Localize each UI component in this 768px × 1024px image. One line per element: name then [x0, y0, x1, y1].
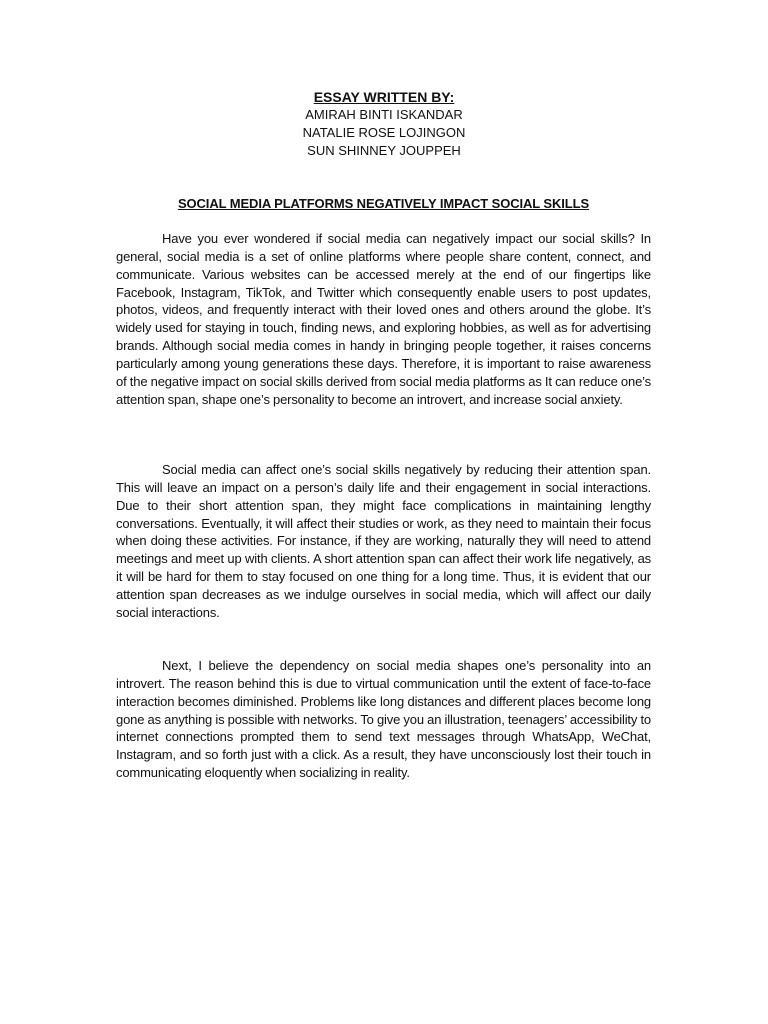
body-paragraph: Social media can affect one’s social skills negatively by reducing their attention span. This will leave an impact on a person’s daily life and their engagement in social interactions. Due to their short attention span, they might face complications in maintaining lengthy conversations. Eventually, it will affect their studies or work, as they need to maintain their focus when doing these activities. For instance, if they are working, naturally they will need to attend meetings and meet up with clients. A short attention span can affect their work life negatively, as it will be hard for them to stay focused on one thing for a long time. Thus, it is evident that our attention span decreases as we indulge ourselves in social media, which will affect our daily social interactions. — [116, 462, 651, 620]
author-header — [0, 88, 768, 160]
author-name: NATALIE ROSE LOJINGON — [302, 125, 466, 140]
author-name: AMIRAH BINTI ISKANDAR — [305, 107, 463, 122]
author-name: SUN SHINNEY JOUPPEH — [307, 143, 461, 158]
body-paragraph: Have you ever wondered if social media can negatively impact our social skills? In general, social media is a set of online platforms where people share content, connect, and communicate. Various websites can be accessed merely at the end of our fingertips like Facebook, Instagram, TikTok, and Twitter which consequently enable users to post updates, photos, videos, and frequently interact with their loved ones and others around the globe. It’s widely used for staying in touch, finding news, and exploring hobbies, as well as for advertising brands. Although social media comes in handy in bringing people together, it raises concerns particularly among young generations these days. Therefore, it is important to raise awareness of the negative impact on social skills derived from social media platforms as It can reduce one’s attention span, shape one’s personality to become an introvert, and increase social anxiety. — [116, 231, 651, 407]
essay-title: SOCIAL MEDIA PLATFORMS NEGATIVELY IMPACT SOCIAL SKILLS — [177, 196, 590, 211]
written-by-label: ESSAY WRITTEN BY: — [313, 89, 455, 105]
body-paragraph: Next, I believe the dependency on social media shapes one’s personality into an introvert. The reason behind this is due to virtual communication until the extent of face-to-face interaction becomes diminished. Problems like long distances and different places become long gone as anything is possible with networks. To give you an illustration, teenagers’ accessibility to internet connections prompted them to send text messages through WhatsApp, WeChat, Instagram, and so forth just with a click. As a result, they have unconsciously lost their touch in communicating eloquently when socializing in reality. — [116, 658, 651, 781]
